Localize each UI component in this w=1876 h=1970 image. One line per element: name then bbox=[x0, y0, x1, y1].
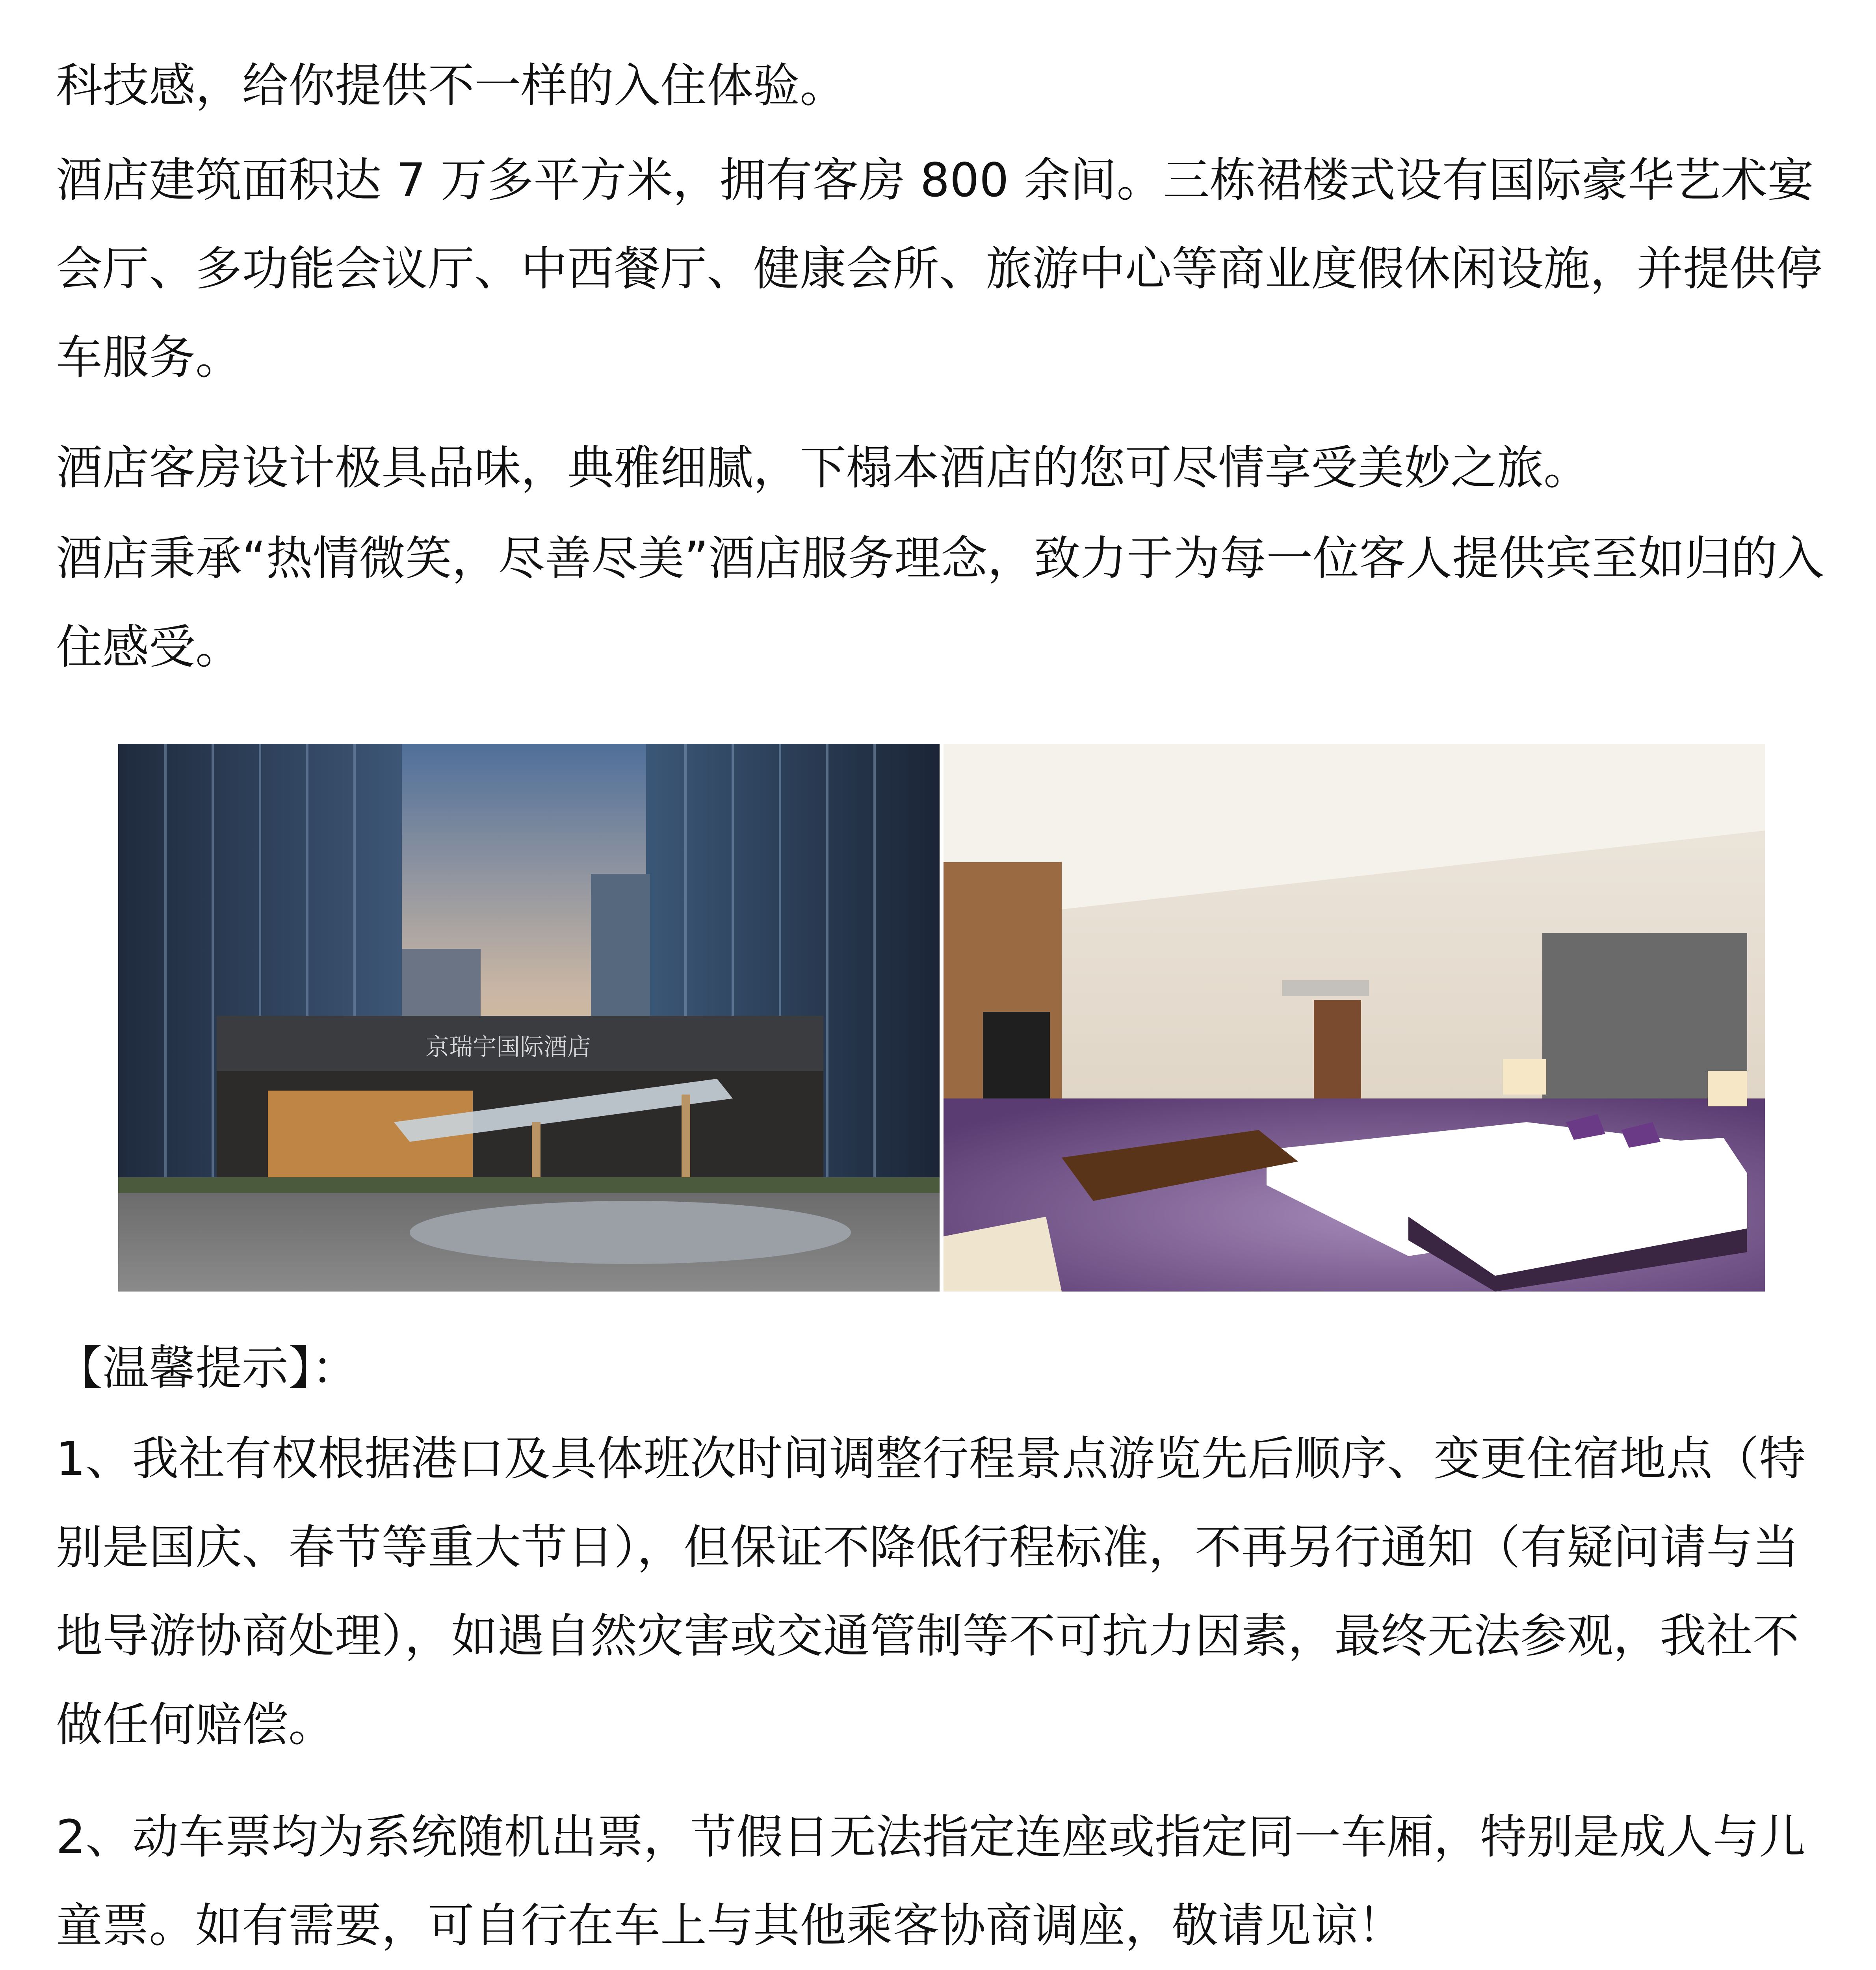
intro-paragraph-rooms: 酒店客房设计极具品味，典雅细腻，下榻本酒店的您可尽情享受美妙之旅。 bbox=[56, 440, 1590, 495]
tips-heading: 【温馨提示】： bbox=[56, 1341, 358, 1395]
hotel-room-photo bbox=[944, 744, 1765, 1292]
tip-item-1: 1、我社有权根据港口及具体班次时间调整行程景点游览先后顺序、变更住宿地点（特别是国庆、春节等重大节日），但保证不降低行程标准，不再另行通知（有疑问请与当地导游协商处理），如遇自然灾害或交通管制等不可抗力因素，最终无法参观，我社不做任何赔偿。 bbox=[56, 1431, 1806, 1752]
intro-paragraph-service: 酒店秉承“热情微笑，尽善尽美”酒店服务理念，致力于为每一位客人提供宾至如归的入住感受。 bbox=[56, 531, 1824, 674]
intro-paragraph-building: 酒店建筑面积达 7 万多平方米，拥有客房 800 余间。三栋裙楼式设有国际豪华艺术宴会厅、多功能会议厅、中西餐厅、健康会所、旅游中心等商业度假休闲设施，并提供停车服务。 bbox=[56, 153, 1823, 385]
tip-item-2: 2、动车票均为系统随机出票，节假日无法指定连座或指定同一车厢，特别是成人与儿童票。如有需要，可自行在车上与其他乘客协商调座，敬请见谅！ bbox=[56, 1810, 1806, 1953]
intro-line: 科技感，给你提供不一样的入住体验。 bbox=[56, 58, 847, 113]
hotel-photos bbox=[118, 744, 1765, 1292]
hotel-sign: 京瑞宇国际酒店 bbox=[425, 1034, 591, 1060]
hotel-exterior-photo bbox=[118, 744, 940, 1292]
